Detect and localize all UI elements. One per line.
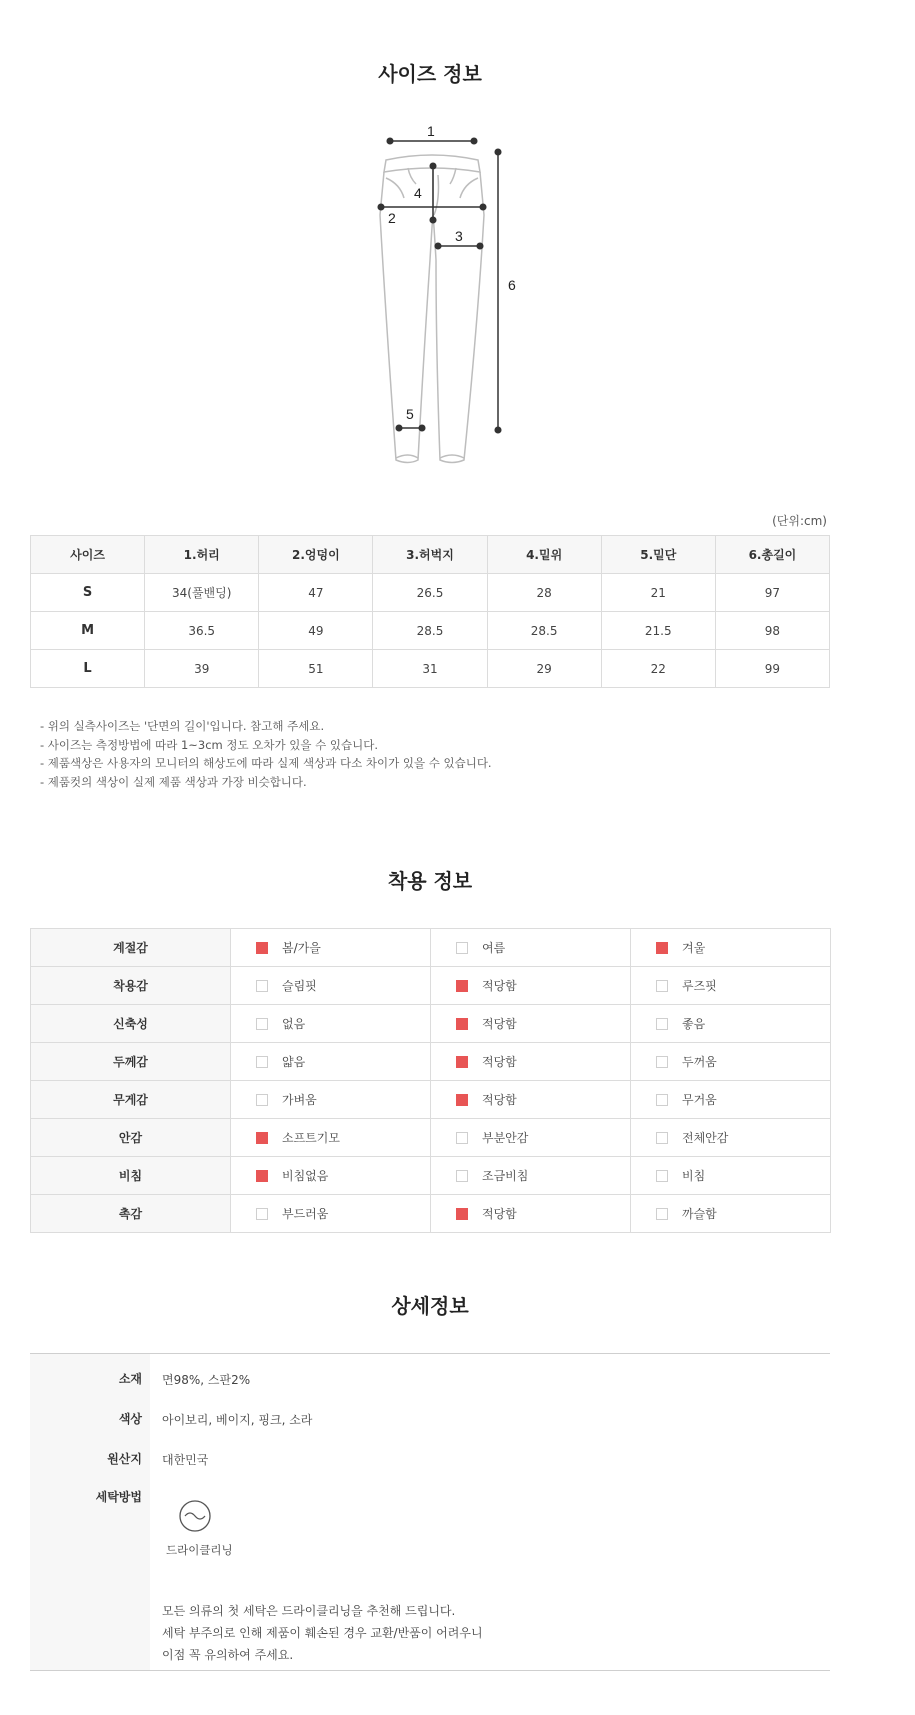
note-item: - 사이즈는 측정방법에 따라 1~3cm 정도 오차가 있을 수 있습니다. xyxy=(40,737,379,752)
table-row xyxy=(31,1157,831,1195)
detail-info-block xyxy=(30,1353,830,1671)
care-note-line: 이점 꼭 유의하여 주세요. xyxy=(162,1648,294,1662)
size-cell: 28.5 xyxy=(373,612,487,650)
wear-option-label: 비침 xyxy=(682,1169,706,1183)
size-table-header: 2.엉덩이 xyxy=(259,536,373,574)
checkbox-checked-icon xyxy=(256,942,268,954)
checkbox-unchecked-icon xyxy=(456,1170,468,1182)
wear-info-table xyxy=(30,928,831,1233)
wear-option-label: 얇음 xyxy=(282,1055,306,1069)
checkbox-unchecked-icon xyxy=(656,1018,668,1030)
diagram-label-hip: 2 xyxy=(388,210,396,226)
wear-option-label: 루즈핏 xyxy=(682,979,717,993)
wear-option xyxy=(231,1195,431,1233)
size-table xyxy=(30,535,830,688)
table-row xyxy=(31,1195,831,1233)
dry-cleaning-label: 드라이클리닝 xyxy=(166,1543,233,1557)
pants-outline xyxy=(380,155,484,463)
wear-option-label: 적당함 xyxy=(482,979,517,993)
color-value: 아이보리, 베이지, 핑크, 소라 xyxy=(162,1413,313,1427)
wear-option-label: 적당함 xyxy=(482,1055,517,1069)
wear-option-label: 비침없음 xyxy=(282,1169,329,1183)
origin-label: 원산지 xyxy=(107,1452,142,1466)
wear-option xyxy=(431,1081,631,1119)
checkbox-checked-icon xyxy=(256,1132,268,1144)
size-cell: 34(풀밴딩) xyxy=(145,574,259,612)
wear-option xyxy=(431,967,631,1005)
wear-option-label: 가벼움 xyxy=(282,1093,317,1107)
wear-option xyxy=(631,1005,831,1043)
detail-info-title: 상세정보 xyxy=(391,1294,469,1318)
wear-option-label: 봄/가을 xyxy=(282,941,321,955)
size-cell: 39 xyxy=(145,650,259,688)
checkbox-unchecked-icon xyxy=(256,1056,268,1068)
wear-option xyxy=(231,929,431,967)
wear-option xyxy=(231,1043,431,1081)
checkbox-unchecked-icon xyxy=(256,980,268,992)
wear-option-label: 좋음 xyxy=(682,1017,706,1031)
size-cell: 21 xyxy=(601,574,715,612)
checkbox-checked-icon xyxy=(456,980,468,992)
wear-row-label: 비침 xyxy=(31,1157,231,1195)
checkbox-unchecked-icon xyxy=(256,1208,268,1220)
size-cell: 22 xyxy=(601,650,715,688)
wear-option-label: 전체안감 xyxy=(682,1131,729,1145)
diagram-label-length: 6 xyxy=(508,277,516,293)
wear-option xyxy=(631,1081,831,1119)
wear-option xyxy=(631,1157,831,1195)
wear-row-label: 두께감 xyxy=(31,1043,231,1081)
wear-row-label: 계절감 xyxy=(31,929,231,967)
checkbox-unchecked-icon xyxy=(656,980,668,992)
size-cell: S xyxy=(31,574,145,612)
table-row xyxy=(31,1081,831,1119)
checkbox-checked-icon xyxy=(456,1208,468,1220)
wear-option xyxy=(631,967,831,1005)
size-notes xyxy=(40,717,492,791)
wear-option xyxy=(631,929,831,967)
diagram-label-rise: 4 xyxy=(414,185,422,201)
wear-row-label: 무게감 xyxy=(31,1081,231,1119)
material-label: 소재 xyxy=(118,1372,142,1386)
checkbox-unchecked-icon xyxy=(656,1056,668,1068)
table-row xyxy=(31,650,830,688)
wear-option xyxy=(231,1005,431,1043)
diagram-label-thigh: 3 xyxy=(455,228,463,244)
wear-row-label: 신축성 xyxy=(31,1005,231,1043)
wear-row-label: 안감 xyxy=(31,1119,231,1157)
size-cell: 47 xyxy=(259,574,373,612)
wear-option-label: 까슬함 xyxy=(682,1207,717,1221)
wear-option xyxy=(431,929,631,967)
checkbox-checked-icon xyxy=(456,1094,468,1106)
wear-option-label: 없음 xyxy=(282,1017,306,1031)
wear-option xyxy=(231,1081,431,1119)
size-cell: 31 xyxy=(373,650,487,688)
size-cell: 49 xyxy=(259,612,373,650)
size-cell: 98 xyxy=(715,612,829,650)
note-item: - 제품컷의 색상이 실제 제품 색상과 가장 비슷합니다. xyxy=(40,774,307,789)
wear-option-label: 겨울 xyxy=(682,941,706,955)
wear-option-label: 무거움 xyxy=(682,1093,717,1107)
checkbox-unchecked-icon xyxy=(456,1132,468,1144)
table-row xyxy=(31,1119,831,1157)
unit-label: (단위:cm) xyxy=(772,514,827,528)
diagram-label-waist: 1 xyxy=(427,123,435,139)
checkbox-unchecked-icon xyxy=(456,942,468,954)
checkbox-unchecked-icon xyxy=(656,1208,668,1220)
wear-option-label: 적당함 xyxy=(482,1207,517,1221)
size-table-header: 4.밑위 xyxy=(487,536,601,574)
checkbox-unchecked-icon xyxy=(656,1094,668,1106)
diagram-label-hem: 5 xyxy=(406,406,414,422)
table-row xyxy=(31,612,830,650)
wear-info-title: 착용 정보 xyxy=(387,869,473,893)
wear-option-label: 부분안감 xyxy=(482,1131,529,1145)
checkbox-checked-icon xyxy=(456,1056,468,1068)
size-cell: 26.5 xyxy=(373,574,487,612)
material-value: 면98%, 스판2% xyxy=(162,1373,251,1387)
checkbox-checked-icon xyxy=(656,942,668,954)
size-cell: 28.5 xyxy=(487,612,601,650)
wash-label: 세탁방법 xyxy=(95,1490,142,1504)
checkbox-unchecked-icon xyxy=(656,1132,668,1144)
table-row xyxy=(31,574,830,612)
table-row xyxy=(31,1005,831,1043)
care-note-line: 세탁 부주의로 인해 제품이 훼손된 경우 교환/반품이 어려우니 xyxy=(162,1626,483,1640)
wear-option-label: 부드러움 xyxy=(282,1207,329,1221)
wear-option xyxy=(431,1119,631,1157)
size-table-header: 5.밑단 xyxy=(601,536,715,574)
checkbox-checked-icon xyxy=(456,1018,468,1030)
size-cell: 51 xyxy=(259,650,373,688)
wear-option xyxy=(431,1005,631,1043)
size-table-header: 1.허리 xyxy=(145,536,259,574)
table-row xyxy=(31,929,831,967)
size-table-header-row xyxy=(31,536,830,574)
origin-value: 대한민국 xyxy=(162,1453,209,1467)
wear-option xyxy=(231,1157,431,1195)
wear-option xyxy=(231,1119,431,1157)
wear-option xyxy=(431,1157,631,1195)
size-cell: 28 xyxy=(487,574,601,612)
pants-measurement-diagram xyxy=(360,120,540,475)
size-cell: 97 xyxy=(715,574,829,612)
wear-option-label: 여름 xyxy=(482,941,506,955)
wear-option-label: 적당함 xyxy=(482,1093,517,1107)
size-cell: 21.5 xyxy=(601,612,715,650)
dry-cleaning-icon xyxy=(178,1499,212,1533)
care-notes xyxy=(162,1600,483,1666)
checkbox-unchecked-icon xyxy=(656,1170,668,1182)
wear-row-label: 촉감 xyxy=(31,1195,231,1233)
size-info-title: 사이즈 정보 xyxy=(378,62,482,86)
wear-option-label: 두꺼움 xyxy=(682,1055,717,1069)
color-label: 색상 xyxy=(118,1412,142,1426)
size-cell: 36.5 xyxy=(145,612,259,650)
wear-option xyxy=(231,967,431,1005)
detail-label-column xyxy=(30,1354,150,1670)
size-cell: 29 xyxy=(487,650,601,688)
table-row xyxy=(31,967,831,1005)
table-row xyxy=(31,1043,831,1081)
wear-option-label: 적당함 xyxy=(482,1017,517,1031)
size-table-header: 3.허벅지 xyxy=(373,536,487,574)
size-cell: L xyxy=(31,650,145,688)
wear-option xyxy=(431,1195,631,1233)
wear-row-label: 착용감 xyxy=(31,967,231,1005)
wear-option xyxy=(631,1043,831,1081)
size-cell: 99 xyxy=(715,650,829,688)
size-cell: M xyxy=(31,612,145,650)
wear-option-label: 조금비침 xyxy=(482,1169,529,1183)
wear-option xyxy=(431,1043,631,1081)
checkbox-unchecked-icon xyxy=(256,1018,268,1030)
note-item: - 제품색상은 사용자의 모니터의 해상도에 따라 실제 색상과 다소 차이가 있을 수 있습니다. xyxy=(40,756,492,770)
measure-lines xyxy=(378,138,501,433)
checkbox-checked-icon xyxy=(256,1170,268,1182)
checkbox-unchecked-icon xyxy=(256,1094,268,1106)
care-note-line: 모든 의류의 첫 세탁은 드라이클리닝을 추천해 드립니다. xyxy=(162,1604,456,1618)
wear-option-label: 소프트기모 xyxy=(282,1131,340,1145)
note-item: - 위의 실측사이즈는 '단면의 길이'입니다. 참고해 주세요. xyxy=(40,719,325,733)
size-table-header: 6.총길이 xyxy=(715,536,829,574)
size-table-header: 사이즈 xyxy=(31,536,145,574)
wear-option-label: 슬림핏 xyxy=(282,979,317,993)
wear-option xyxy=(631,1119,831,1157)
wear-option xyxy=(631,1195,831,1233)
